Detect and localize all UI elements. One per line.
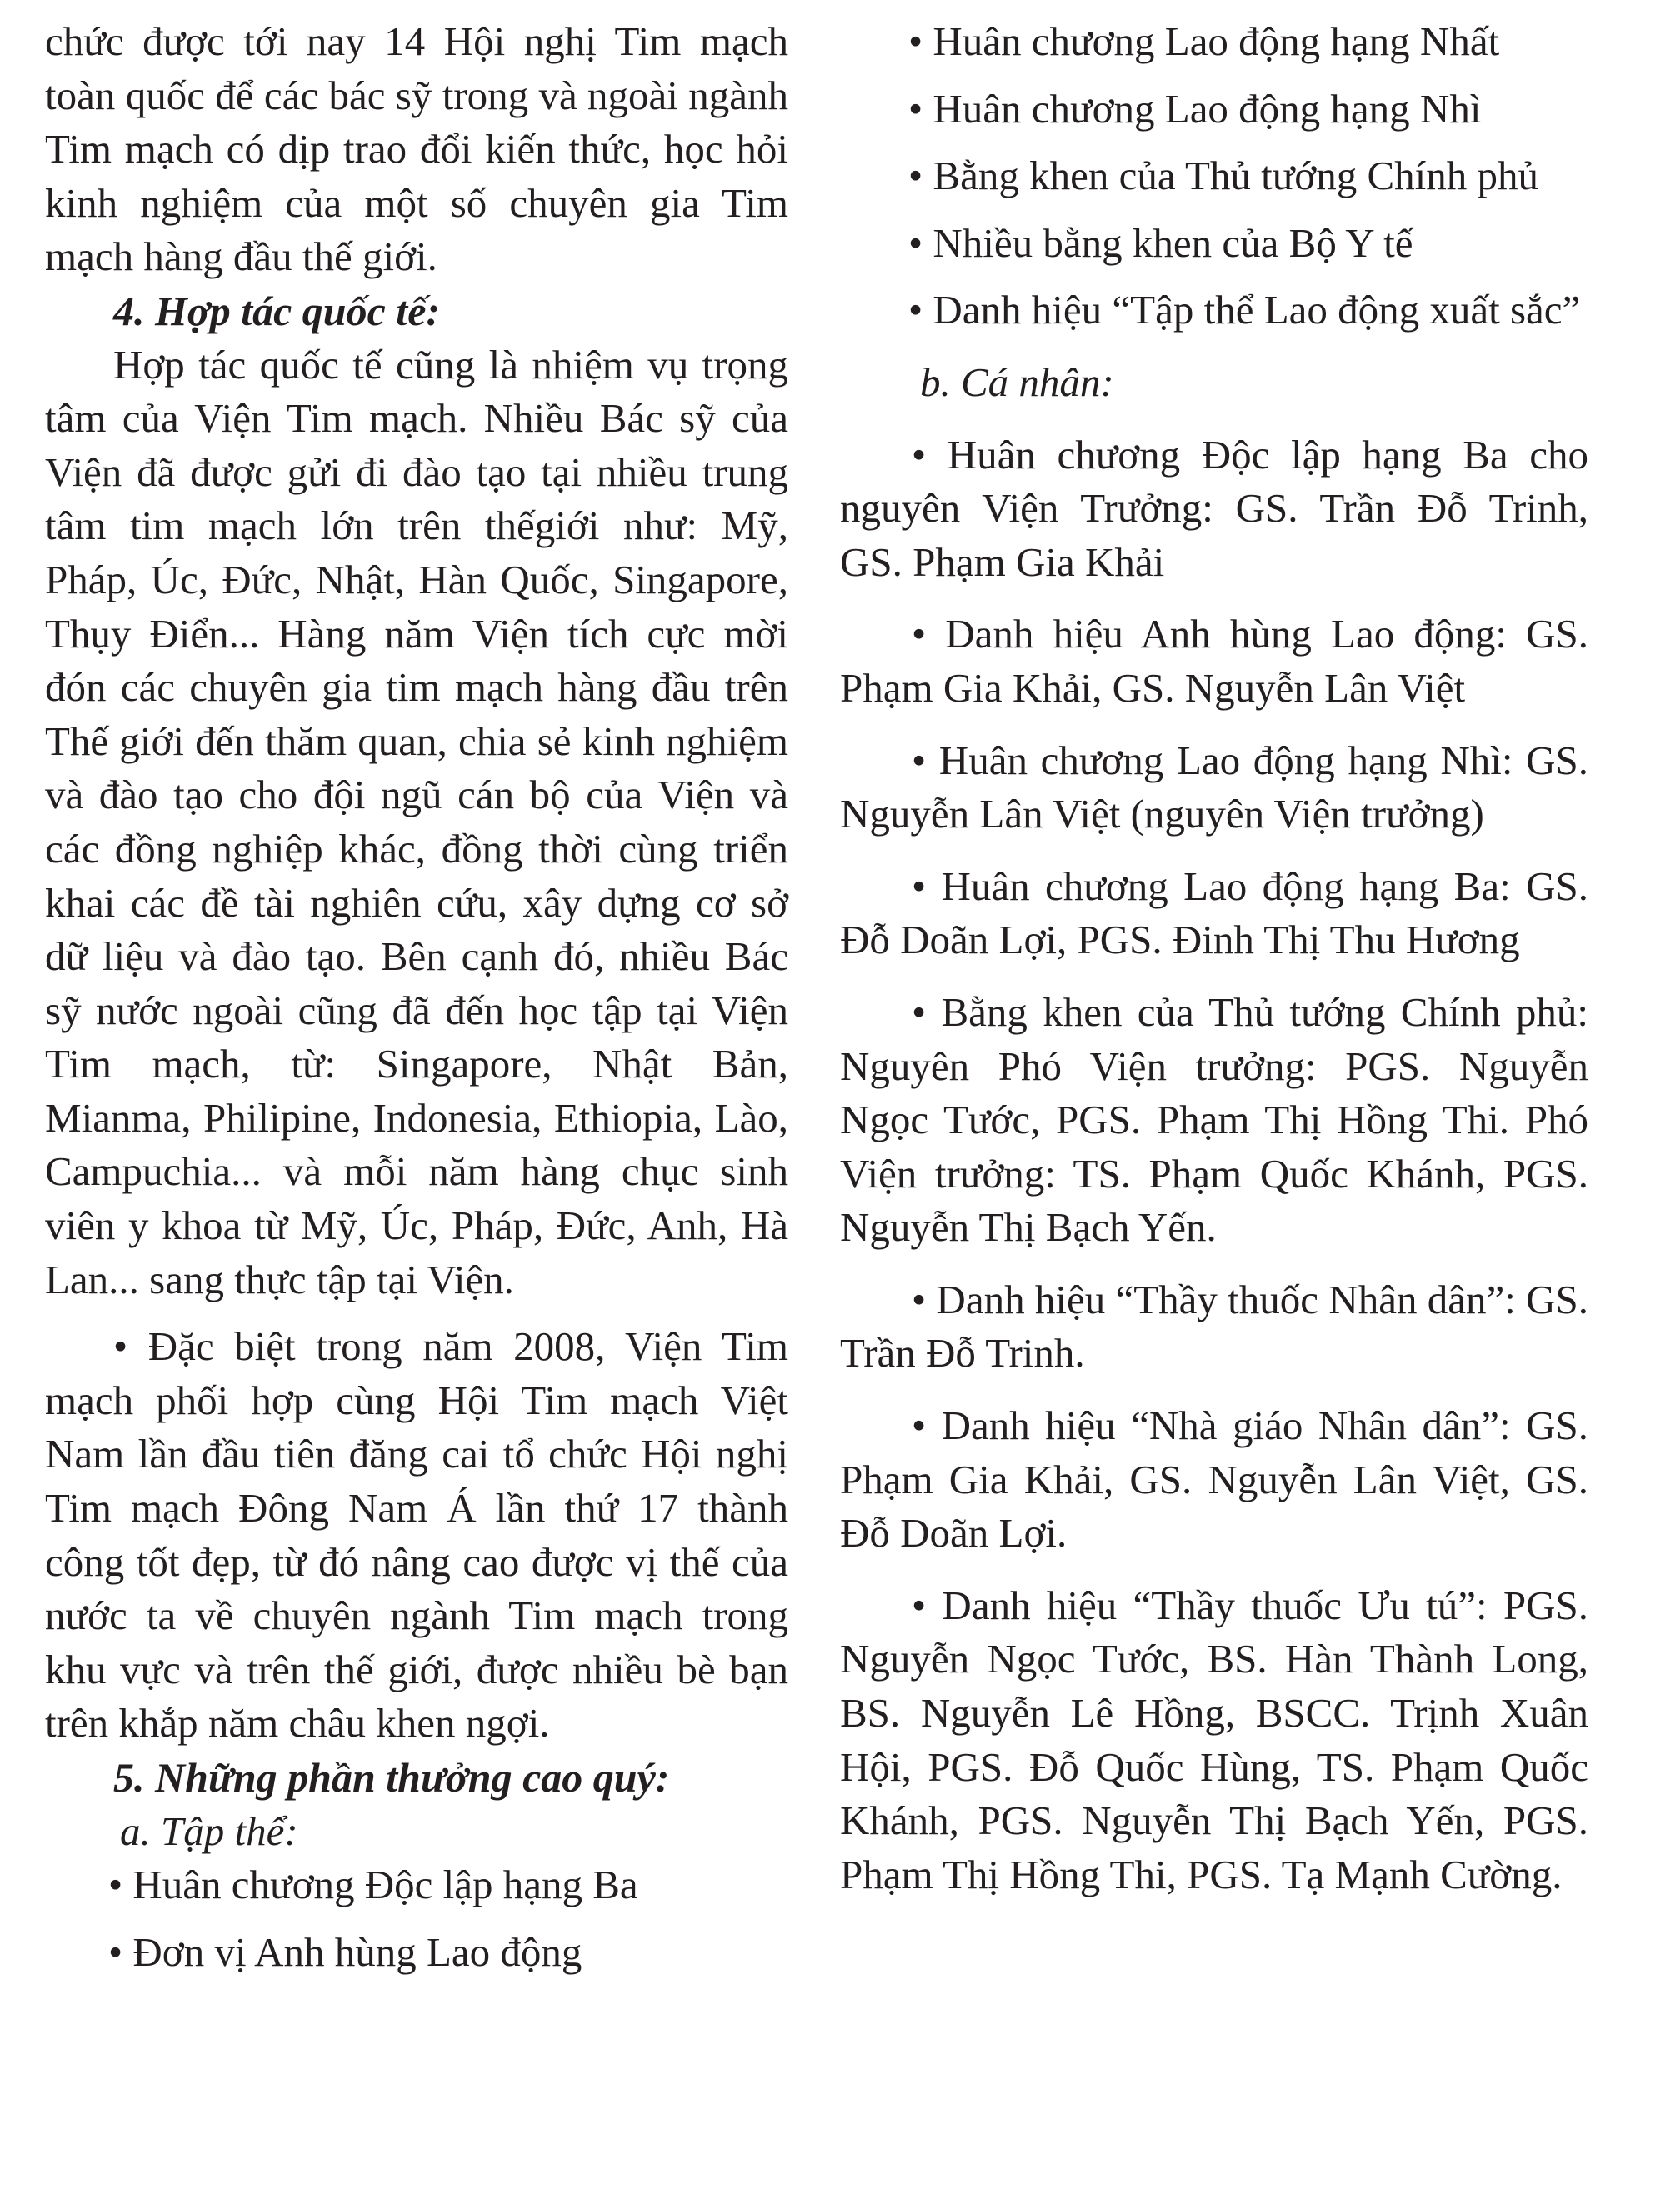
collective-item: • Bằng khen của Thủ tướng Chính phủ [908, 152, 1539, 199]
collective-item: • Huân chương Lao động hạng Nhất [908, 18, 1500, 64]
individual-item: • Huân chương Độc lập hạng Ba cho nguyên Viện Trưởng: GS. Trần Đỗ Trinh, GS. Phạm Gia Khải [840, 431, 1588, 585]
section5-heading: 5. Những phần thưởng cao quý: [113, 1754, 670, 1801]
left-column [45, 15, 788, 1979]
individual-item: • Danh hiệu “Thầy thuốc Ưu tú”: PGS. Nguyễn Ngọc Tước, BS. Hàn Thành Long, BS. Nguyễn Lê Hồng, BSCC. Trịnh Xuân Hội, PGS. Đỗ Quốc Hùng, TS. Phạm Quốc Khánh, PGS. Nguyễn Thị Bạch Yến, PGS. Phạm Thị Hồng Thi, PGS. Tạ Mạnh Cường. [840, 1582, 1588, 1898]
right-column [840, 15, 1588, 1902]
individual-item: • Danh hiệu “Nhà giáo Nhân dân”: GS. Phạm Gia Khải, GS. Nguyễn Lân Việt, GS. Đỗ Doãn Lợi. [840, 1402, 1588, 1557]
collective-item: • Danh hiệu “Tập thể Lao động xuất sắc” [908, 287, 1581, 333]
collective-item: • Nhiều bằng khen của Bộ Y tế [908, 219, 1413, 266]
individual-item: • Huân chương Lao động hạng Nhì: GS. Nguyễn Lân Việt (nguyên Viện trưởng) [840, 737, 1588, 838]
intro-continuation-paragraph: chức được tới nay 14 Hội nghị Tim mạch toàn quốc để các bác sỹ trong và ngoài ngành Tim mạch có dịp trao đổi kiến thức, học hỏi kinh nghiệm của một số chuyên gia Tim mạch hàng đầu thế giới. [45, 18, 788, 280]
individual-item: • Huân chương Lao động hạng Ba: GS. Đỗ Doãn Lợi, PGS. Đinh Thị Thu Hương [840, 862, 1588, 963]
section4-bullet: • Đặc biệt trong năm 2008, Viện Tim mạch phối hợp cùng Hội Tim mạch Việt Nam lần đầu tiên đăng cai tổ chức Hội nghị Tim mạch Đông Nam Á lần thứ 17 thành công tốt đẹp, từ đó nâng cao được vị thế của nước ta về chuyên ngành Tim mạch trong khu vực và trên thế giới, được nhiều bè bạn trên khắp năm châu khen ngợi. [45, 1323, 788, 1747]
collective-item: • Huân chương Lao động hạng Nhì [908, 85, 1482, 132]
subheading-individual: b. Cá nhân: [920, 358, 1114, 405]
subheading-collective: a. Tập thể: [120, 1808, 298, 1854]
individual-item: • Danh hiệu “Thầy thuốc Nhân dân”: GS. Trần Đỗ Trinh. [840, 1276, 1588, 1377]
collective-item: • Đơn vị Anh hùng Lao động [108, 1928, 582, 1975]
individual-item: • Danh hiệu Anh hùng Lao động: GS. Phạm Gia Khải, GS. Nguyễn Lân Việt [840, 611, 1588, 711]
collective-item: • Huân chương Độc lập hạng Ba [108, 1862, 638, 1908]
section4-heading: 4. Hợp tác quốc tế: [113, 287, 441, 334]
individual-item: • Bằng khen của Thủ tướng Chính phủ: Nguyên Phó Viện trưởng: PGS. Nguyễn Ngọc Tước, PGS. Phạm Thị Hồng Thi. Phó Viện trưởng: TS. Phạm Quốc Khánh, PGS. Nguyễn Thị Bạch Yến. [840, 988, 1588, 1251]
section4-paragraph: Hợp tác quốc tế cũng là nhiệm vụ trọng tâm của Viện Tim mạch. Nhiều Bác sỹ của Viện đã được gửi đi đào tạo tại nhiều trung tâm tim mạch lớn trên thếgiới như: Mỹ, Pháp, Úc, Đức, Nhật, Hàn Quốc, Singapore, Thụy Điển... Hàng năm Viện tích cực mời đón các chuyên gia tim mạch hàng đầu trên Thế giới đến thăm quan, chia sẻ kinh nghiệm và đào tạo cho đội ngũ cán bộ của Viện và các đồng nghiệp khác, đồng thời cùng triển khai các đề tài nghiên cứu, xây dựng cơ sở dữ liệu và đào tạo. Bên cạnh đó, nhiều Bác sỹ nước ngoài cũng đã đến học tập tại Viện Tim mạch, từ: Singapore, Nhật Bản, Mianma, Philipine, Indonesia, Ethiopia, Lào, Campuchia... và mỗi năm hàng chục sinh viên y khoa từ Mỹ, Úc, Pháp, Đức, Anh, Hà Lan... sang thực tập tại Viện. [45, 341, 788, 1302]
